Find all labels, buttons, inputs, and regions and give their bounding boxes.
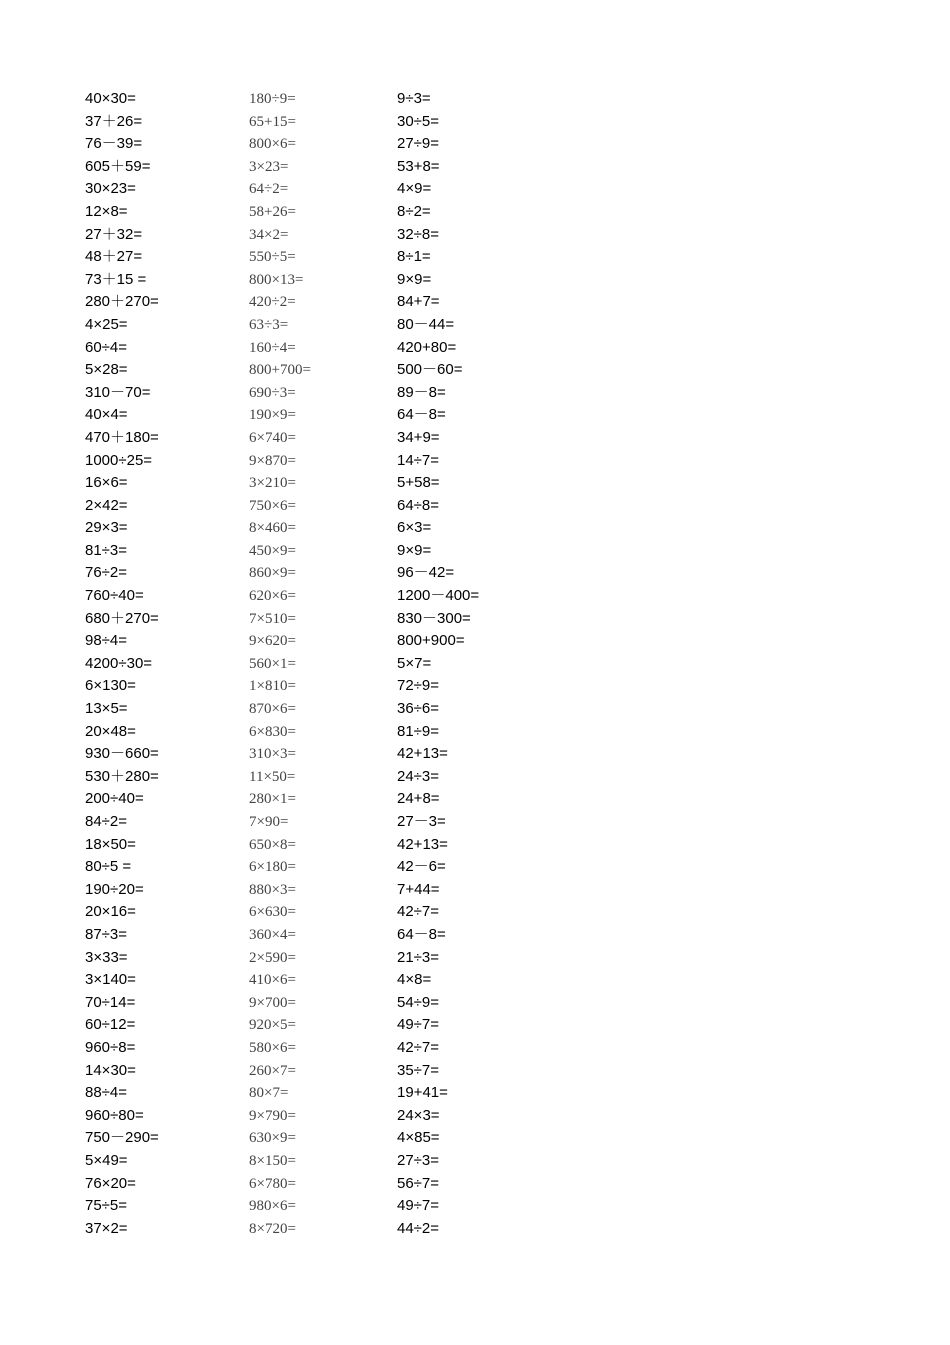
math-problem: 58+26= [249, 203, 296, 220]
math-problem: 4×25= [85, 315, 128, 333]
math-problem: 6×130= [85, 677, 136, 695]
math-problem: 14×30= [85, 1061, 136, 1079]
math-problem: 30×23= [85, 180, 136, 198]
math-problem: 37＋26= [85, 112, 143, 130]
math-problem: 160÷4= [249, 339, 296, 356]
math-problem: 4×8= [397, 971, 432, 989]
math-problem: 4200÷30= [85, 654, 153, 672]
math-problem: 6×630= [249, 904, 296, 921]
math-problem: 500－60= [397, 361, 463, 379]
math-problem: 76－39= [85, 135, 143, 153]
math-problem: 450×9= [249, 542, 296, 559]
math-problem: 750×6= [249, 497, 296, 514]
math-problem: 650×8= [249, 836, 296, 853]
math-problem: 5+58= [397, 474, 440, 492]
math-problem: 580×6= [249, 1039, 296, 1056]
math-problem: 64÷2= [249, 181, 289, 198]
math-problem: 56÷7= [397, 1174, 440, 1192]
math-problem: 5×7= [397, 654, 432, 672]
math-problem: 11×50= [249, 768, 296, 785]
math-problem: 7×510= [249, 610, 296, 627]
math-problem: 6×180= [249, 859, 296, 876]
math-problem: 310－70= [85, 383, 151, 401]
math-problem: 29×3= [85, 519, 128, 537]
math-problem: 12×8= [85, 202, 128, 220]
math-problem: 81÷3= [85, 541, 128, 559]
math-problem: 53+8= [397, 157, 440, 175]
math-problem: 24×3= [397, 1106, 440, 1124]
math-problem: 30÷5= [397, 112, 440, 130]
math-problem: 27－3= [397, 813, 446, 830]
math-problem: 9×9= [397, 270, 432, 288]
math-problem: 5×49= [85, 1151, 128, 1169]
math-problem: 70÷14= [85, 993, 136, 1011]
math-problem: 48＋27= [85, 248, 143, 266]
math-problem: 960÷8= [85, 1038, 136, 1056]
math-problem: 84÷2= [85, 813, 128, 830]
math-problem: 42+13= [397, 745, 448, 763]
math-problem: 9÷3= [397, 90, 431, 107]
math-problem: 27÷3= [397, 1151, 440, 1169]
math-problem: 6×740= [249, 429, 296, 446]
math-problem: 800×6= [249, 136, 296, 153]
math-problem: 6×830= [249, 723, 296, 740]
math-problem: 750－290= [85, 1129, 159, 1147]
math-problem: 7×90= [249, 814, 289, 830]
math-problem: 60÷4= [85, 338, 128, 356]
math-problem: 19+41= [397, 1084, 448, 1102]
math-problem: 980×6= [249, 1198, 296, 1215]
math-problem: 76×20= [85, 1174, 136, 1192]
math-problem: 64－8= [397, 925, 446, 943]
math-problem: 81÷9= [397, 722, 440, 740]
math-problem: 8×460= [249, 520, 296, 537]
math-problem: 18×50= [85, 835, 136, 853]
math-problem: 8÷1= [397, 248, 431, 266]
math-problem: 80÷5 = [85, 858, 132, 876]
math-problem: 2×42= [85, 496, 128, 514]
math-problem: 37×2= [85, 1219, 128, 1237]
math-problem: 42÷7= [397, 903, 440, 921]
math-problem: 36÷6= [397, 700, 440, 718]
math-problem: 1000÷25= [85, 451, 153, 469]
math-problem: 410×6= [249, 972, 296, 989]
math-problem: 64－8= [397, 406, 446, 424]
math-problem: 2×590= [249, 949, 296, 966]
math-problem: 8×720= [249, 1220, 296, 1237]
math-problem: 360×4= [249, 926, 296, 943]
math-problem: 880×3= [249, 881, 296, 898]
math-problem: 4×85= [397, 1129, 440, 1147]
math-problem: 550÷5= [249, 249, 296, 266]
math-problem: 98÷4= [85, 632, 128, 650]
math-problem: 14÷7= [397, 451, 440, 469]
math-problem: 96－42= [397, 564, 455, 582]
math-problem: 870×6= [249, 701, 296, 718]
math-problem: 630×9= [249, 1130, 296, 1147]
math-problem: 34×2= [249, 226, 289, 243]
math-problem: 42+13= [397, 835, 448, 853]
math-problem: 89－8= [397, 383, 446, 401]
math-problem: 54÷9= [397, 993, 440, 1011]
math-problem: 35÷7= [397, 1061, 440, 1079]
math-problem: 20×48= [85, 722, 136, 740]
math-problem: 63÷3= [249, 316, 289, 333]
math-problem: 280×1= [249, 791, 296, 808]
math-problem: 16×6= [85, 474, 128, 492]
math-problem: 6×780= [249, 1175, 296, 1192]
math-problem: 9×790= [249, 1107, 296, 1124]
math-problem: 180÷9= [249, 91, 296, 107]
math-problem: 40×30= [85, 90, 136, 107]
math-problem: 73＋15 = [85, 270, 147, 288]
math-problem: 24+8= [397, 790, 440, 808]
math-problem: 3×23= [249, 158, 289, 175]
math-problem: 420÷2= [249, 294, 296, 311]
math-problem: 1×810= [249, 678, 296, 695]
math-problem: 190÷20= [85, 880, 144, 898]
math-problem: 605＋59= [85, 157, 151, 175]
math-problem: 40×4= [85, 406, 128, 424]
math-problem: 920×5= [249, 1017, 296, 1034]
math-problem: 190×9= [249, 407, 296, 424]
math-problem: 64÷8= [397, 496, 440, 514]
math-problem: 800+700= [249, 362, 311, 379]
math-problem: 860×9= [249, 565, 296, 582]
math-problem: 7+44= [397, 880, 440, 898]
math-problem: 800×13= [249, 271, 304, 288]
math-problem: 960÷80= [85, 1106, 144, 1124]
math-problem: 42－6= [397, 858, 446, 876]
math-problem: 27＋32= [85, 225, 143, 243]
math-problem: 13×5= [85, 700, 128, 718]
math-problem: 560×1= [249, 655, 296, 672]
math-problem: 420+80= [397, 338, 457, 356]
math-problem: 310×3= [249, 746, 296, 763]
math-problem: 88÷4= [85, 1084, 128, 1102]
math-problem: 49÷7= [397, 1016, 440, 1034]
math-problem: 1200－400= [397, 587, 480, 605]
problem-column-right [397, 88, 479, 1240]
math-problem: 200÷40= [85, 790, 144, 808]
problem-column-middle [249, 88, 311, 1240]
math-problem: 930－660= [85, 745, 159, 763]
math-problem: 280＋270= [85, 293, 159, 311]
math-problem: 75÷5= [85, 1197, 128, 1215]
math-problem: 34+9= [397, 428, 440, 446]
math-problem: 9×700= [249, 994, 296, 1011]
math-problem: 27÷9= [397, 135, 440, 153]
math-problem: 690÷3= [249, 384, 296, 401]
math-problem: 5×28= [85, 361, 128, 379]
math-problem: 9×9= [397, 541, 432, 559]
math-problem: 24÷3= [397, 767, 440, 785]
math-problem: 4×9= [397, 180, 432, 198]
math-problem: 9×620= [249, 633, 296, 650]
math-problem: 84+7= [397, 293, 440, 311]
math-problem: 9×870= [249, 452, 296, 469]
math-problem: 49÷7= [397, 1197, 440, 1215]
math-problem: 530＋280= [85, 767, 159, 785]
math-problem: 60÷12= [85, 1016, 136, 1034]
math-problem: 80×7= [249, 1085, 289, 1102]
math-problem: 21÷3= [397, 948, 440, 966]
math-problem: 680＋270= [85, 609, 159, 627]
math-problem: 3×140= [85, 971, 136, 989]
math-problem: 830－300= [397, 609, 471, 627]
math-problem: 3×210= [249, 475, 296, 492]
math-problem: 3×33= [85, 948, 128, 966]
problem-column-left [85, 88, 159, 1240]
math-problem: 470＋180= [85, 428, 159, 446]
math-problem: 620×6= [249, 588, 296, 605]
math-problem: 72÷9= [397, 677, 440, 695]
math-problem: 8÷2= [397, 202, 431, 220]
math-problem: 20×16= [85, 903, 136, 921]
math-problem: 44÷2= [397, 1219, 440, 1237]
math-problem: 260×7= [249, 1062, 296, 1079]
math-problem: 32÷8= [397, 225, 440, 243]
math-problem: 87÷3= [85, 925, 128, 943]
math-problem: 76÷2= [85, 564, 128, 582]
math-problem: 8×150= [249, 1152, 296, 1169]
math-problem: 80－44= [397, 315, 455, 333]
math-problem: 6×3= [397, 519, 432, 537]
math-problem: 800+900= [397, 632, 465, 650]
math-problem: 65+15= [249, 113, 296, 130]
math-problem: 42÷7= [397, 1038, 440, 1056]
math-problem: 760÷40= [85, 587, 144, 605]
